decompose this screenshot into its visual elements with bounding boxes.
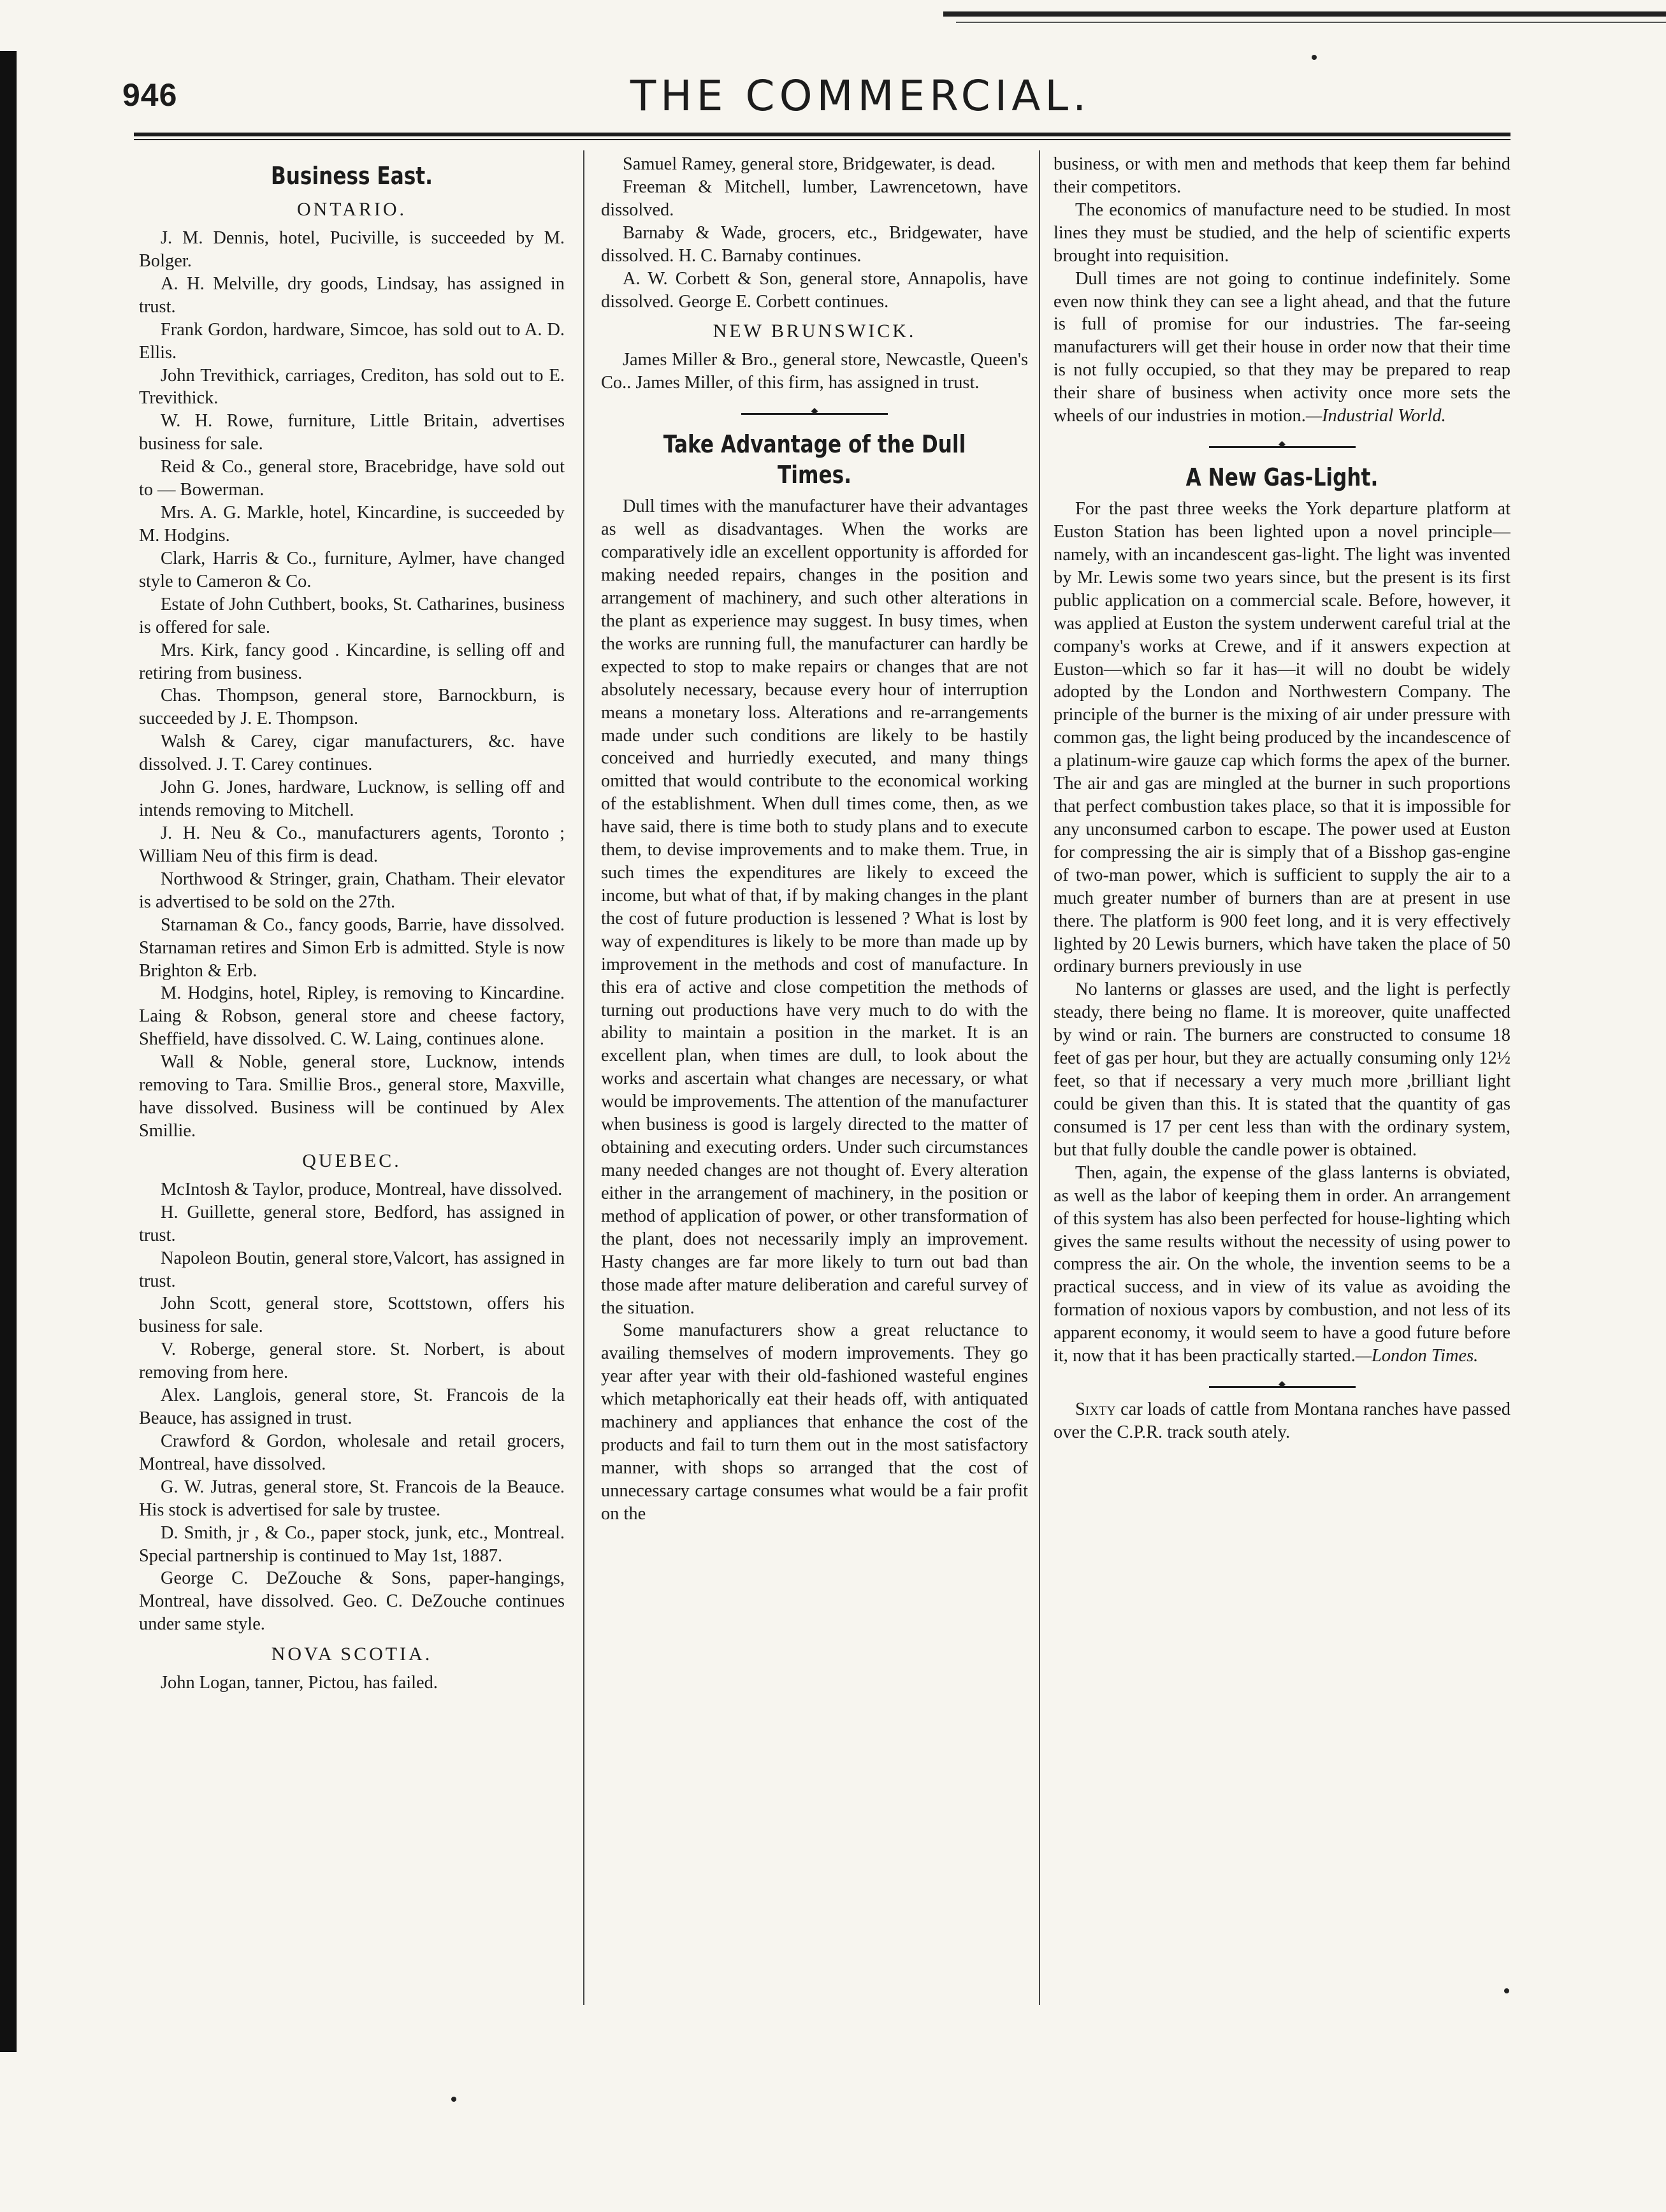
- list-item: George C. DeZouche & Sons, paper-hangings, Montreal, have dissolved. Geo. C. DeZouche continues under same style.: [139, 1568, 565, 1635]
- article-paragraph: [1054, 268, 1510, 428]
- article-paragraph: Dull times with the manufacturer have their advantages as well as disadvantages. When the works are comparatively idle an excellent opportunity is afforded for making needed repairs, changes in the position and arrangement of machinery, and such other alterations in the plant as experience may suggest. In busy times, when the works are running full, the manufacturer can hardly be expected to stop to make repairs or changes that are not absolutely necessary, because every hour of interruption means a monetary loss. Alterations and re-arrangements made under such conditions are likely to be hastily conceived and hurriedly executed, and many things omitted that would contribute to the economical working of the establishment. When dull times come, then, as we have said, there is time both to study plans and to execute them, to devise improvements and to make them. True, in such times the expenditures are likely to exceed the income, but what of that, if by making changes in the plant the cost of future production is lessened ? What is lost by way of expenditures is likely to be more than made up by improvement in the methods and cost of manufacture. In this era of active and close competition the methods of turning out productions have very much to do with the ability to maintain a position in the market. It is an excellent plan, when times are dull, to look about the works and ascertain what changes are necessary, or what would be improvements. The attention of the manufacturer when business is good is largely directed to the matter of obtaining and executing orders. Under such circumstances many needed changes are not thought of. Every alteration either in the arrangement of machinery, in the position or method of application of power, or other transformation of the plant, does not necessarily imply an improvement. Hasty changes are far more likely to turn out bad than those made after mature deliberation and careful survey of the situation.: [601, 496, 1028, 1318]
- subhead-ontario: ONTARIO.: [296, 199, 407, 220]
- list-item: Reid & Co., general store, Bracebridge, have sold out to — Bowerman.: [139, 457, 565, 500]
- list-item: Samuel Ramey, general store, Bridgewater, is dead.: [623, 154, 996, 174]
- source-citation: —London Times.: [1355, 1346, 1479, 1366]
- article-heading-dull-times: Take Advantage of the Dull Times.: [663, 430, 966, 489]
- scan-top-mark: [943, 11, 1666, 17]
- list-item: Alex. Langlois, general store, St. Francois de la Beauce, has assigned in trust.: [139, 1385, 565, 1429]
- column-3: [1054, 153, 1510, 2039]
- article-text: Dull times are not going to continue indefinitely. Some even now think they can see a light ahead, and that the future is full of promise for our industries. The far-seeing manufacturers will get their house in order now that their time is not fully occupied, so that they may be prepared to reap their share of business when activity once more sets the wheels of our industries in motion.: [1054, 268, 1510, 426]
- list-item: McIntosh & Taylor, produce, Montreal, have dissolved.: [161, 1179, 563, 1199]
- news-note: [1054, 1398, 1510, 1444]
- article-text: Then, again, the expense of the glass lanterns is obviated, as well as the labor of keeping them in order. An arrangement of this system has also been perfected for house-lighting which gives the same results without the necessity of using power to compress the air. On the whole, the invention seems to be a practical success, and in view of its value as avoiding the formation of noxious vapors by combustion, and not less of its apparent economy, it would seem to have a good future before it, now that it has been practically started.: [1054, 1162, 1510, 1366]
- article-paragraph: Some manufacturers show a great reluctance to availing themselves of modern improvements. They go year after year with their old-fashioned wasteful engines which metaphorically eat their heads off, with antiquated machinery and appliances that enhance the cost of the products and fail to turn them out in the most satisfactory manner, with shops so arranged that the cost of unnecessary cartage consumes what would be a fair profit on the: [601, 1320, 1028, 1524]
- note-text: car loads of cattle from Montana ranches have passed over the C.P.R. track south ately.: [1054, 1399, 1510, 1442]
- list-item: H. Guillette, general store, Bedford, has assigned in trust.: [139, 1202, 565, 1245]
- list-item: John Trevithick, carriages, Crediton, has sold out to E. Trevithick.: [139, 365, 565, 408]
- article-paragraph: business, or with men and methods that keep them far behind their competitors.: [1054, 154, 1510, 197]
- list-item: Wall & Noble, general store, Lucknow, intends removing to Tara. Smillie Bros., general store, Maxville, have dissolved. Business will be continued by Alex Smillie.: [139, 1052, 565, 1141]
- scan-speck: [451, 2097, 456, 2102]
- section-heading-business-east: Business East.: [270, 162, 433, 190]
- article-paragraph: No lanterns or glasses are used, and the light is perfectly steady, there being no flame. It is moreover, quite unaffected by wind or rain. The burners are constructed to consume 18 feet of gas per hour, but they are actually consuming only 12½ feet, so that if necessary a very much more ,brilliant light could be given than this. It is stated that the quantity of gas consumed is 17 per cent less than with the ordinary system, but that fully double the candle power is obtained.: [1054, 979, 1510, 1160]
- list-item: John Scott, general store, Scottstown, offers his business for sale.: [139, 1294, 565, 1337]
- column-2: [601, 153, 1028, 2039]
- list-item: John G. Jones, hardware, Lucknow, is selling off and intends removing to Mitchell.: [139, 777, 565, 821]
- list-item: John Logan, tanner, Pictou, has failed.: [161, 1673, 438, 1693]
- article-heading-gas-light: A New Gas-Light.: [1185, 463, 1379, 491]
- masthead-rule-thin: [134, 139, 1510, 140]
- list-item: Barnaby & Wade, grocers, etc., Bridgewater, have dissolved. H. C. Barnaby continues.: [601, 222, 1028, 266]
- list-item: Northwood & Stringer, grain, Chatham. Their elevator is advertised to be sold on the 27th.: [139, 869, 565, 912]
- list-item: Walsh & Carey, cigar manufacturers, &c. have dissolved. J. T. Carey continues.: [139, 732, 565, 775]
- quebec-list: [139, 1178, 565, 1636]
- article-paragraph: For the past three weeks the York departure platform at Euston Station has been lighted upon a novel principle—namely, with an incandescent gas-light. The light was invented by Mr. Lewis some two years since, but the present is its first public application on a commercial scale. Before, however, it was applied at Euston the system underwent careful trial at the company's works at Crewe, and if it answers expection at Euston—which so far it has—it will no doubt be widely adopted by the London and Northwestern Company. The principle of the burner is the mixing of air under pressure with common gas, the light being produced by the incandescence of a platinum-wire gauze cap which forms the apex of the burner. The air and gas are mingled at the burner in such proportions that perfect combustion takes place, so that it is impossible for any unconsumed carbon to escape. The power used at Euston for compressing the air is simply that of a Bisshop gas-engine of two-man power, which is sufficient to supply the air to a much greater number of burners than are at present in use there. The platform is 900 feet long, and it is very effectively lighted by 20 Lewis burners, which have taken the place of 50 ordinary burners previously in use: [1054, 499, 1510, 977]
- scan-speck: [1312, 55, 1317, 60]
- list-item: Estate of John Cuthbert, books, St. Catharines, business is offered for sale.: [139, 594, 565, 637]
- list-item: V. Roberge, general store. St. Norbert, is about removing from here.: [139, 1340, 565, 1383]
- list-item: Starnaman & Co., fancy goods, Barrie, have dissolved. Starnaman retires and Simon Erb is admitted. Style is now Brighton & Erb.: [139, 914, 565, 981]
- list-item: D. Smith, jr , & Co., paper stock, junk, etc., Montreal. Special partnership is continued to May 1st, 1887.: [139, 1522, 565, 1566]
- list-item: Crawford & Gordon, wholesale and retail grocers, Montreal, have dissolved.: [139, 1431, 565, 1474]
- list-item: M. Hodgins, hotel, Ripley, is removing to Kincardine. Laing & Robson, general store and cheese factory, Sheffield, have dissolved. C. W. Laing, continues alone.: [139, 983, 565, 1050]
- article-paragraph: The economics of manufacture need to be studied. In most lines they must be studied, and the help of scientific experts brought into requisition.: [1054, 199, 1510, 266]
- list-item: W. H. Rowe, furniture, Little Britain, advertises business for sale.: [139, 411, 565, 454]
- scan-top-mark-thin: [956, 22, 1666, 23]
- list-item: J. H. Neu & Co., manufacturers agents, Toronto ; William Neu of this firm is dead.: [139, 823, 565, 866]
- masthead-title: THE COMMERCIAL.: [630, 71, 1091, 120]
- note-lead-word: Sixty: [1075, 1399, 1116, 1419]
- column-divider: [1039, 150, 1040, 2005]
- subhead-new-brunswick: NEW BRUNSWICK.: [713, 321, 916, 342]
- list-item: Napoleon Boutin, general store,Valcort, has assigned in trust.: [139, 1248, 565, 1291]
- subhead-nova-scotia: NOVA SCOTIA.: [271, 1644, 433, 1665]
- list-item: Mrs. Kirk, fancy good . Kincardine, is selling off and retiring from business.: [139, 640, 565, 683]
- list-item: G. W. Jutras, general store, St. Francois de la Beauce. His stock is advertised for sale by trustee.: [139, 1477, 565, 1520]
- column-divider: [583, 150, 584, 2005]
- ontario-list: [139, 227, 565, 1143]
- section-separator: [1054, 431, 1510, 454]
- list-item: A. H. Melville, dry goods, Lindsay, has assigned in trust.: [139, 273, 565, 317]
- masthead-rule: [134, 133, 1510, 136]
- section-separator: [1054, 1371, 1510, 1394]
- list-item: A. W. Corbett & Son, general store, Annapolis, have dissolved. George E. Corbett continues.: [601, 268, 1028, 312]
- list-item: James Miller & Bro., general store, Newcastle, Queen's Co.. James Miller, of this firm, has assigned in trust.: [601, 350, 1028, 393]
- section-separator: [601, 398, 1028, 421]
- page-number: 946: [122, 77, 178, 113]
- column-1: [139, 153, 565, 2039]
- list-item: Frank Gordon, hardware, Simcoe, has sold out to A. D. Ellis.: [139, 319, 565, 363]
- source-citation: —Industrial World.: [1305, 406, 1446, 426]
- subhead-quebec: QUEBEC.: [302, 1150, 402, 1171]
- scan-edge-shadow: [0, 51, 17, 2052]
- list-item: Clark, Harris & Co., furniture, Aylmer, have changed style to Cameron & Co.: [139, 548, 565, 591]
- list-item: Mrs. A. G. Markle, hotel, Kincardine, is succeeded by M. Hodgins.: [139, 503, 565, 546]
- article-paragraph: [1054, 1162, 1510, 1368]
- list-item: Chas. Thompson, general store, Barnockburn, is succeeded by J. E. Thompson.: [139, 686, 565, 729]
- list-item: J. M. Dennis, hotel, Puciville, is succeeded by M. Bolger.: [139, 228, 565, 271]
- list-item: Freeman & Mitchell, lumber, Lawrencetown, have dissolved.: [601, 177, 1028, 220]
